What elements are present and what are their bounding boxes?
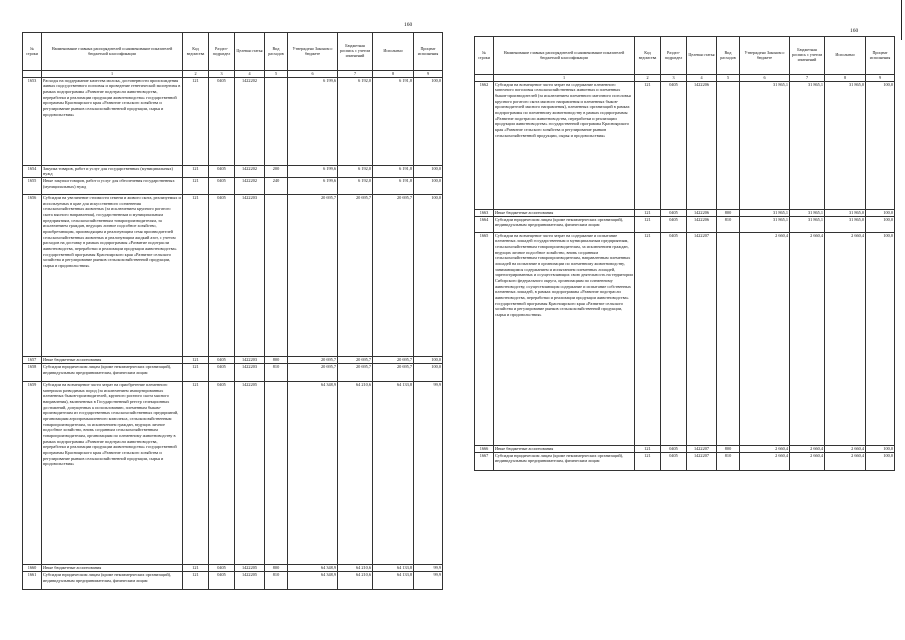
cell-row-name: Субсидии на возмещение части затрат на приобретение племенного материала разводимых пород (за исключением импортированных племенных быков-производителей, крупного рогатого скота мясного направления), включенных в Государственный реестр селекционных достижений, допущенных к использованию, племенным быкам-производителям из государственных сельскохозяйственных предприятий, организациям агропромышленного комплекса, сельскохозяйственным товаропроизводителям, за исключением граждан, ведущих личное подсобное хозяйство, вновь созданным сельскохозяйственным товаропроизводителям, организациям по племенному животноводству в рамках подпрограммы «Развитие подотрасли животноводства, переработки и реализации продукции животноводства» государственной программы Красноярского края «Развитие сельского хозяйства и регулирование рынков сельскохозяйственной продукции, сырья и продовольствия» [42,381,183,564]
cell-executed-amount: 2 660,4 [825,445,866,452]
cell-target-article: 1422203 [235,194,265,356]
column-header-execution-percent: Процент исполнения [866,37,895,75]
cell-law-amount: 20 695,7 [288,363,338,381]
column-header-row-name: Наименование главных распорядителей и наименование показателей бюджетной классификации [494,37,635,75]
column-number: 7 [790,75,825,82]
cell-section-code: 0405 [209,165,235,177]
cell-dept-code: 121 [635,445,661,452]
cell-row-name: Расходы на поддержание качества молока, достоверности происхождения живых подсудственного погловья и проведение генетической экспертизы в рамках подпрограммы «Развитие подотрасли животноводства, переработки и реализации продукции животноводства» государственной программы Красноярского края «Развитие сельского хозяйства и регулирование рынков сельскохозяйственной продукции, сырья и продовольствия» [42,77,183,165]
column-header-target-article: Целевая статья [235,33,265,71]
cell-row-name: Иные бюджетные ассигнования [494,209,635,216]
cell-row-name: Субсидии юридическим лицам (кроме некоммерческих организаций), индивидуальным предпринимателям, физическим лицам [42,363,183,381]
cell-row-name: Субсидии юридическим лицам (кроме некоммерческих организаций), индивидуальным предпринимателям, физическим лицам [494,452,635,470]
cell-executed-amount: 6 191,8 [373,177,414,194]
cell-expense-type: 800 [717,209,740,216]
cell-law-amount: 64 348,9 [288,564,338,571]
cell-schedule-amount: 20 695,7 [338,363,373,381]
column-number: 9 [414,71,443,78]
cell-expense-type [265,77,288,165]
table-row [23,177,443,194]
cell-executed-amount: 31 865,0 [825,209,866,216]
table-row [475,445,895,452]
cell-section-code: 0405 [209,381,235,564]
column-header-expense-type: Вид расходов [265,33,288,71]
cell-schedule-amount: 64 210,6 [338,564,373,571]
cell-row-name: Иные закупки товаров, работ и услуг для обеспечения государственных (муниципальных) нужд [42,177,183,194]
cell-schedule-amount: 6 192,0 [338,77,373,165]
cell-row-number: 1663 [475,209,494,216]
cell-expense-type: 810 [717,216,740,232]
cell-expense-type [265,194,288,356]
cell-target-article: 1422205 [235,571,265,589]
cell-expense-type: 810 [265,571,288,589]
cell-schedule-amount: 6 192,0 [338,165,373,177]
column-header-executed-amount: Исполнено [373,33,414,71]
cell-execution-percent: 100,0 [414,177,443,194]
column-number: 1 [494,75,635,82]
cell-execution-percent: 100,0 [414,356,443,363]
column-header-schedule-amount: Бюджетная роспись с учетом изменений [338,33,373,71]
cell-execution-percent: 99,9 [414,564,443,571]
column-header-law-amount: Утверждено Законом о бюджете [740,37,790,75]
cell-law-amount: 2 660,4 [740,452,790,470]
cell-row-name: Иные бюджетные ассигнования [494,445,635,452]
cell-section-code: 0405 [209,177,235,194]
page-right [452,0,905,640]
cell-section-code: 0405 [209,77,235,165]
cell-execution-percent: 100,0 [866,209,895,216]
cell-execution-percent: 99,9 [414,571,443,589]
column-header-section-code: Раздел-подраздел [209,33,235,71]
cell-row-number: 1653 [23,77,42,165]
cell-section-code: 0405 [661,232,687,445]
column-header-expense-type: Вид расходов [717,37,740,75]
cell-dept-code: 121 [183,356,209,363]
column-header-execution-percent: Процент исполнения [414,33,443,71]
cell-dept-code: 121 [183,381,209,564]
cell-section-code: 0405 [209,571,235,589]
cell-expense-type: 200 [265,165,288,177]
column-number: 5 [265,71,288,78]
cell-law-amount: 6 199,6 [288,165,338,177]
table-row [475,216,895,232]
cell-section-code: 0405 [661,81,687,209]
cell-schedule-amount: 64 210,6 [338,571,373,589]
cell-target-article: 1422206 [687,216,717,232]
cell-dept-code: 121 [183,194,209,356]
table-header-row [475,37,895,75]
cell-target-article: 1422203 [235,363,265,381]
page-edge-line [901,0,902,40]
cell-execution-percent: 100,0 [866,452,895,470]
cell-row-number: 1660 [23,564,42,571]
cell-row-name: Субсидии на возмещение части затрат на содержание и испытание племенных лошадей государственным и муниципальным предприятиям, сельскохозяйственным товаропроизводителям, за исключением граждан, ведущих личное подсобное хозяйство, вновь созданным сельскохозяйственным товаропроизводителям, направленным племенных лошадей на испытание в организации по племенному животноводству, занимающимся содержанием и испытанием племенных лошадей, зарегистрированных и осуществляющих свою деятельность на территории Сибирского федерального округа, организациям по племенному животноводству, осуществляющим содержание и испытание собственных племенных лошадей, в рамках подпрограммы «Развитие подотрасли животноводства, переработки и реализации продукции животноводства» государственной программы Красноярского края «Развитие сельского хозяйства и регулирование рынков сельскохозяйственной продукции, сырья и продовольствия» [494,232,635,445]
cell-executed-amount: 6 191,8 [373,77,414,165]
cell-row-name: Закупка товаров, работ и услуг для государственных (муниципальных) нужд [42,165,183,177]
column-number: 4 [687,75,717,82]
cell-execution-percent: 99,9 [414,381,443,564]
column-header-schedule-amount: Бюджетная роспись с учетом изменений [790,37,825,75]
cell-row-number: 1656 [23,194,42,356]
cell-execution-percent: 100,0 [866,232,895,445]
cell-schedule-amount: 2 660,4 [790,232,825,445]
table-row [475,232,895,445]
cell-row-number: 1667 [475,452,494,470]
table-row [23,571,443,589]
cell-law-amount: 64 348,9 [288,381,338,564]
page-number: 160 [404,22,413,28]
cell-law-amount: 64 348,9 [288,571,338,589]
table-row [23,564,443,571]
cell-target-article: 1422207 [687,445,717,452]
cell-row-number: 1661 [23,571,42,589]
cell-law-amount: 20 695,7 [288,356,338,363]
table-row [23,381,443,564]
cell-schedule-amount: 31 865,1 [790,216,825,232]
cell-execution-percent: 100,0 [414,77,443,165]
cell-section-code: 0405 [661,445,687,452]
column-number: 8 [825,75,866,82]
cell-executed-amount: 6 191,8 [373,165,414,177]
cell-dept-code: 121 [183,77,209,165]
cell-schedule-amount: 2 660,4 [790,445,825,452]
cell-dept-code: 121 [635,81,661,209]
column-number: 5 [717,75,740,82]
cell-row-number: 1662 [475,81,494,209]
cell-row-name: Субсидии юридическим лицам (кроме некоммерческих организаций), индивидуальным предпринимателям, физическим лицам [42,571,183,589]
cell-executed-amount: 2 660,4 [825,232,866,445]
cell-section-code: 0405 [209,194,235,356]
cell-execution-percent: 100,0 [414,194,443,356]
table-row [23,77,443,165]
cell-dept-code: 121 [635,216,661,232]
cell-execution-percent: 100,0 [866,216,895,232]
cell-expense-type: 800 [265,564,288,571]
cell-execution-percent: 100,0 [866,81,895,209]
column-number: 9 [866,75,895,82]
column-number: 3 [661,75,687,82]
cell-executed-amount: 2 660,4 [825,452,866,470]
column-number: 1 [42,71,183,78]
cell-schedule-amount: 20 695,7 [338,194,373,356]
cell-expense-type: 240 [265,177,288,194]
column-number: 8 [373,71,414,78]
cell-row-name: Иные бюджетные ассигнования [42,564,183,571]
cell-section-code: 0405 [661,209,687,216]
cell-section-code: 0405 [661,452,687,470]
cell-expense-type [717,81,740,209]
cell-law-amount: 31 865,1 [740,81,790,209]
cell-executed-amount: 64 133,8 [373,571,414,589]
cell-target-article: 1422203 [235,356,265,363]
cell-schedule-amount: 20 695,7 [338,356,373,363]
cell-row-number: 1659 [23,381,42,564]
cell-expense-type: 800 [717,445,740,452]
page-left [0,0,452,640]
cell-execution-percent: 100,0 [414,165,443,177]
table-row [23,165,443,177]
cell-law-amount: 6 199,6 [288,177,338,194]
column-header-executed-amount: Исполнено [825,37,866,75]
cell-executed-amount: 31 865,0 [825,81,866,209]
cell-row-number: 1666 [475,445,494,452]
column-number: 4 [235,71,265,78]
column-header-dept-code: Код ведомства [183,33,209,71]
column-header-section-code: Раздел-подраздел [661,37,687,75]
cell-law-amount: 31 865,1 [740,216,790,232]
cell-execution-percent: 100,0 [866,445,895,452]
cell-schedule-amount: 2 660,4 [790,452,825,470]
cell-section-code: 0405 [209,363,235,381]
budget-table [474,36,895,471]
cell-section-code: 0405 [661,216,687,232]
cell-target-article: 1422207 [687,452,717,470]
cell-row-name: Субсидии юридическим лицам (кроме некоммерческих организаций), индивидуальным предпринимателям, физическим лицам [494,216,635,232]
cell-target-article: 1422202 [235,177,265,194]
cell-law-amount: 6 199,6 [288,77,338,165]
cell-executed-amount: 64 133,8 [373,381,414,564]
cell-section-code: 0405 [209,564,235,571]
cell-row-name: Субсидии на увеличение стоимости семени и живого скота, реализуемых и используемых в крае для искусственного осеменения сельскохозяйственных животных (за исключением крупного рогатого скота мясного направления), государственным и муниципальным предприятиям, сельскохозяйственным товаропроизводителям, за исключением граждан, ведущих личное подсобное хозяйство, приобретающим, производящим и реализующим семя производителей сельскохозяйственных животных и реализующим жидкий азот, с учетом расходов на доставку в рамках подпрограммы «Развитие подотрасли животноводства, переработки и реализации продукции животноводства» государственной программы Красноярского края «Развитие сельского хозяйства и регулирование рынков сельскохозяйственной продукции, сырья и продовольствия» [42,194,183,356]
cell-row-number: 1654 [23,165,42,177]
cell-row-name: Иные бюджетные ассигнования [42,356,183,363]
cell-target-article: 1422205 [235,381,265,564]
cell-target-article: 1422202 [235,165,265,177]
cell-schedule-amount: 31 865,1 [790,81,825,209]
cell-executed-amount: 20 695,7 [373,363,414,381]
cell-execution-percent: 100,0 [414,363,443,381]
cell-dept-code: 121 [635,232,661,445]
cell-dept-code: 121 [183,363,209,381]
cell-law-amount: 31 865,1 [740,209,790,216]
cell-executed-amount: 20 695,7 [373,194,414,356]
table-row [475,209,895,216]
table-row [475,81,895,209]
column-header-target-article: Целевая статья [687,37,717,75]
cell-dept-code: 121 [183,165,209,177]
cell-dept-code: 121 [183,177,209,194]
cell-law-amount: 2 660,4 [740,445,790,452]
cell-law-amount: 2 660,4 [740,232,790,445]
cell-expense-type [717,232,740,445]
column-number: 2 [183,71,209,78]
cell-target-article: 1422207 [687,232,717,445]
cell-schedule-amount: 6 192,0 [338,177,373,194]
cell-dept-code: 121 [635,209,661,216]
column-number: 3 [209,71,235,78]
table-header-row [23,33,443,71]
table-row [23,356,443,363]
table-row [23,194,443,356]
cell-row-number: 1664 [475,216,494,232]
column-header-row-number: № строки [23,33,42,71]
cell-target-article: 1422202 [235,77,265,165]
column-header-dept-code: Код ведомства [635,37,661,75]
cell-row-number: 1658 [23,363,42,381]
cell-target-article: 1422205 [235,564,265,571]
page-number: 160 [850,28,859,34]
table-row [475,452,895,470]
column-header-row-number: № строки [475,37,494,75]
cell-expense-type: 810 [717,452,740,470]
cell-section-code: 0405 [209,356,235,363]
cell-executed-amount: 64 133,8 [373,564,414,571]
cell-schedule-amount: 31 865,1 [790,209,825,216]
column-header-law-amount: Утверждено Законом о бюджете [288,33,338,71]
cell-row-number: 1665 [475,232,494,445]
column-number: 6 [740,75,790,82]
column-number: 2 [635,75,661,82]
cell-row-name: Субсидии на возмещение части затрат на содержание племенного маточного поголовья сельскохозяйственных животных и племенных быков-производителей (за исключением племенного маточного поголовья крупного рогатого скота мясного направления и племенных быков-производителей мясного направления), племенных организаций в рамках подпрограммы по племенному животноводству в рамках подпрограммы «Развитие подотрасли животноводства, переработки и реализации продукции животноводства» государственной программы Красноярского края «Развитие сельского хозяйства и регулирование рынков сельскохозяйственной продукции, сырья и продовольствия» [494,81,635,209]
column-header-row-name: Наименование главных распорядителей и наименование показателей бюджетной классификации [42,33,183,71]
cell-expense-type: 810 [265,363,288,381]
cell-target-article: 1422206 [687,81,717,209]
column-number: 6 [288,71,338,78]
table-row [23,363,443,381]
cell-schedule-amount: 64 210,6 [338,381,373,564]
cell-target-article: 1422206 [687,209,717,216]
cell-law-amount: 20 695,7 [288,194,338,356]
column-number: 7 [338,71,373,78]
cell-dept-code: 121 [183,564,209,571]
cell-expense-type [265,381,288,564]
cell-row-number: 1657 [23,356,42,363]
cell-expense-type: 800 [265,356,288,363]
cell-dept-code: 121 [183,571,209,589]
cell-dept-code: 121 [635,452,661,470]
cell-row-number: 1655 [23,177,42,194]
cell-executed-amount: 31 865,0 [825,216,866,232]
budget-table [22,32,443,590]
cell-executed-amount: 20 695,7 [373,356,414,363]
